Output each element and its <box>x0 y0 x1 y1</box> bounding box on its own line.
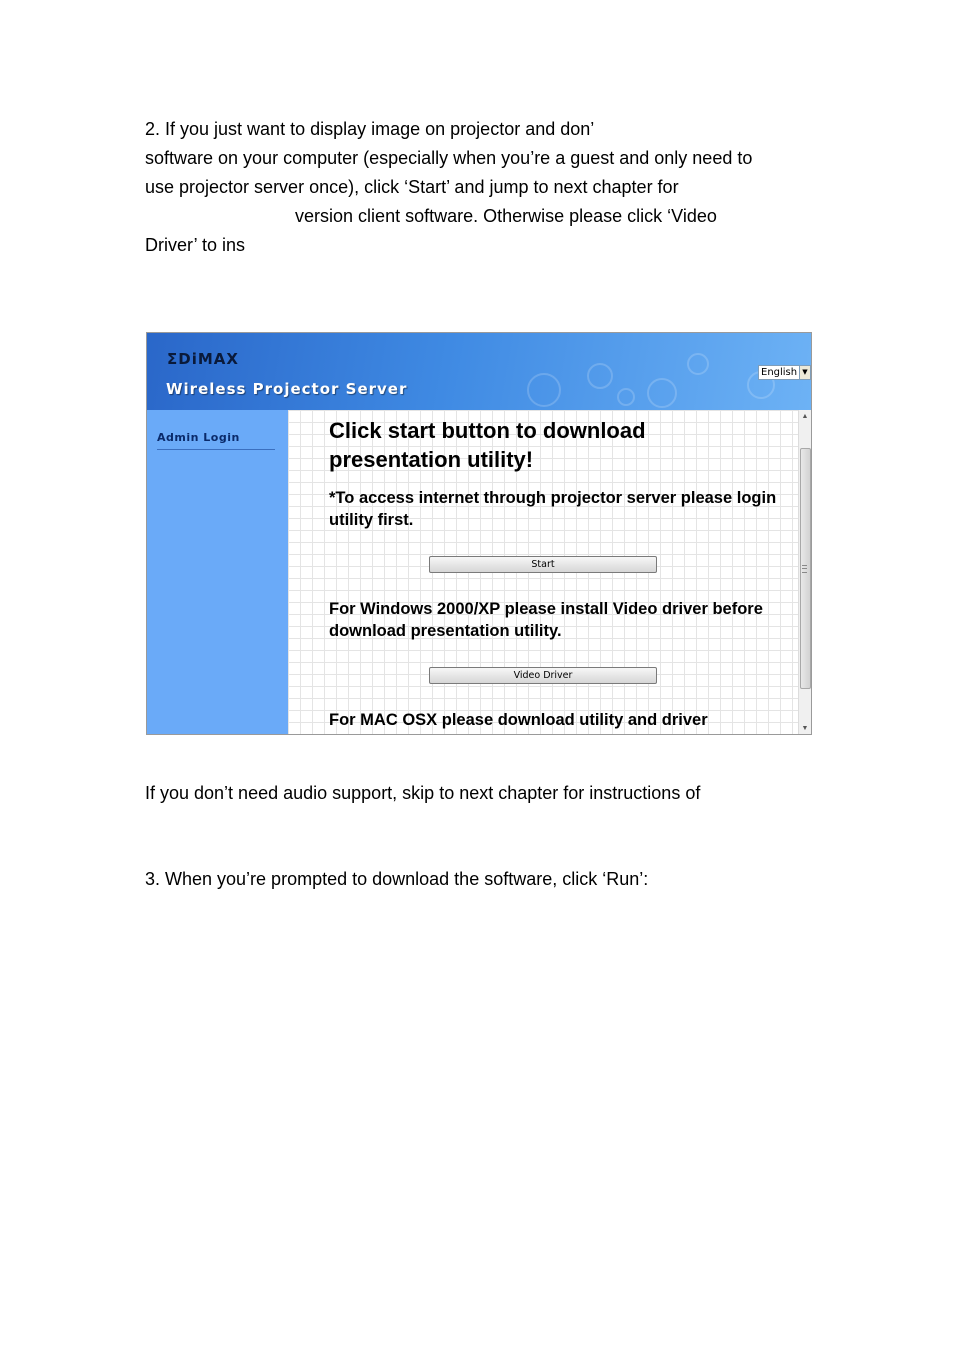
language-value: English <box>761 367 798 378</box>
language-select[interactable] <box>758 365 811 380</box>
scroll-up-icon[interactable]: ▲ <box>801 413 809 420</box>
windows-note: For Windows 2000/XP please install Video driver before download presentation utility. <box>329 600 763 640</box>
scroll-down-icon[interactable]: ▼ <box>801 725 809 732</box>
app-title: Wireless Projector Server <box>166 380 408 398</box>
instruction-step-2: 2. If you just want to display image on projector and don’ software on your computer (especially when you’re a guest and only need to use projector server once), click ‘Start’ and jump to next chapter for version client software. Otherwise please click ‘Video Driver’ to ins <box>145 119 753 255</box>
sidebar-item-admin-login[interactable]: Admin Login <box>157 431 275 450</box>
vertical-scrollbar[interactable] <box>798 410 811 735</box>
audio-note: If you don’t need audio support, skip to next chapter for instructions of <box>145 783 701 803</box>
page-heading: Click start button to download presentation utility! <box>329 418 646 472</box>
main-content <box>288 410 799 735</box>
video-driver-button[interactable]: Video Driver <box>429 667 657 684</box>
sidebar <box>147 410 288 735</box>
chevron-down-icon[interactable]: ▼ <box>799 366 810 379</box>
instruction-step-3: 3. When you’re prompted to download the software, click ‘Run’: <box>145 869 649 889</box>
embedded-screenshot <box>146 332 812 735</box>
mac-note: For MAC OSX please download utility and driver <box>329 711 708 729</box>
login-note: *To access internet through projector server please login utility first. <box>329 489 777 529</box>
header-banner <box>147 333 811 410</box>
start-button[interactable]: Start <box>429 556 657 573</box>
edimax-logo: ΣDiMAX <box>167 350 239 368</box>
grip-icon <box>802 565 807 573</box>
